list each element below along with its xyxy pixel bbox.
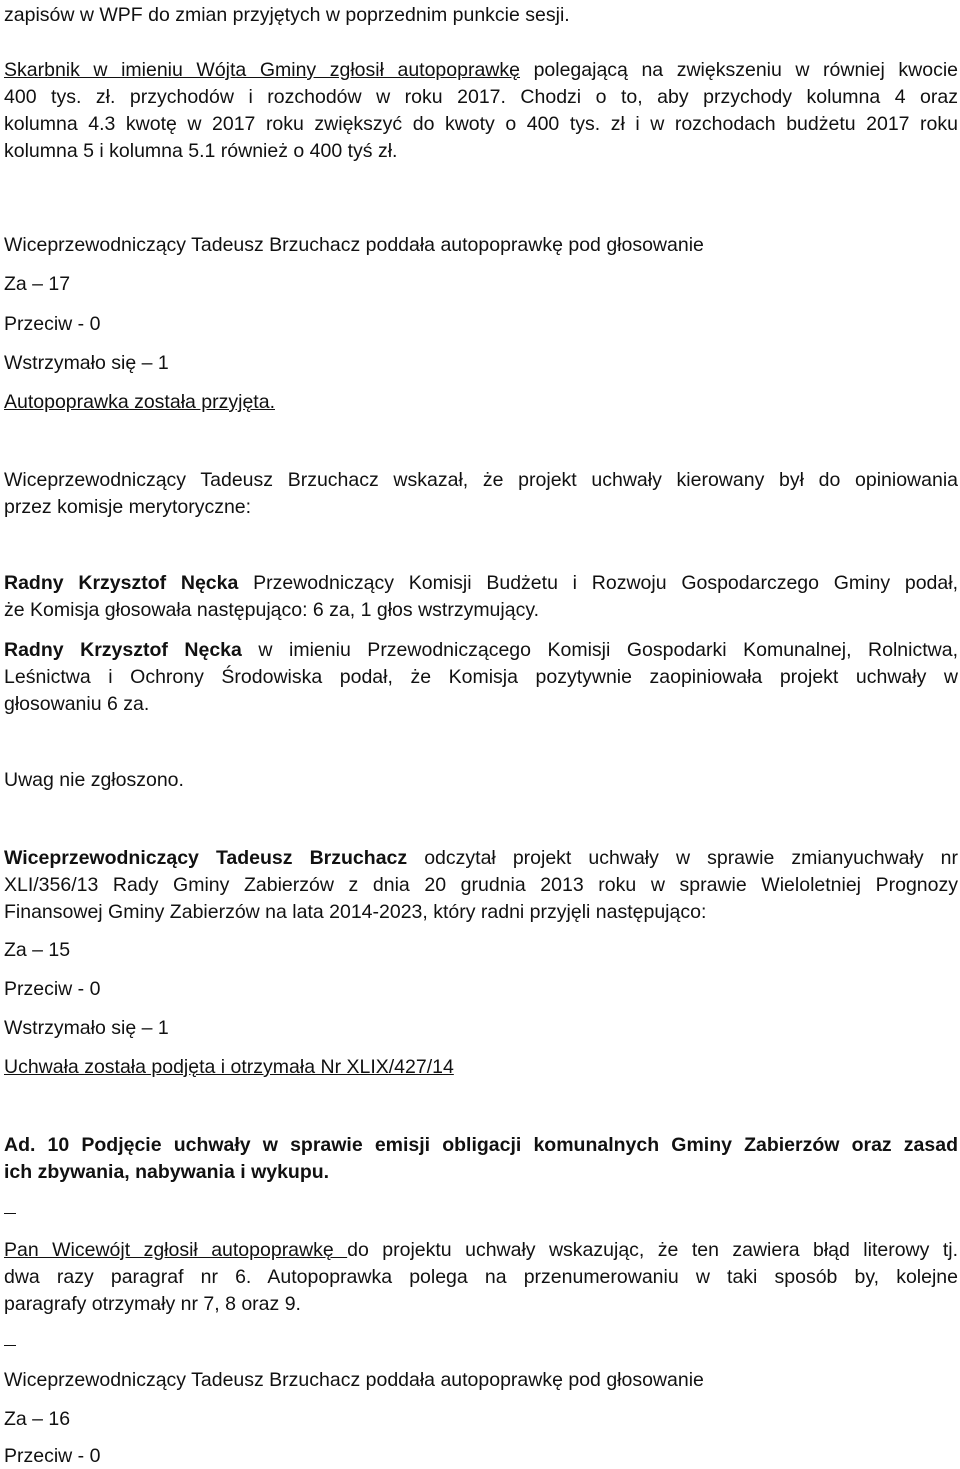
budget-commission-line-1: Radny Krzysztof Nęcka Przewodniczący Komisji Budżetu i Rozwoju Gospodarczego Gminy podał, (4, 572, 958, 594)
vote-against: Przeciw - 0 (4, 1445, 101, 1467)
separator-dash (4, 1345, 16, 1346)
vote-against: Przeciw - 0 (4, 313, 101, 335)
vote-intro: Wiceprzewodniczący Tadeusz Brzuchacz poddała autopoprawkę pod głosowanie (4, 1369, 704, 1391)
vote-abstain: Wstrzymało się – 1 (4, 352, 169, 374)
deputy-chairman-name: Wiceprzewodniczący Tadeusz Brzuchacz (4, 847, 408, 869)
budget-commission-line-2: że Komisja głosowała następująco: 6 za, 1 głos wstrzymujący. (4, 599, 540, 621)
amendment2-paragraph-line-3: paragrafy otrzymały nr 7, 8 oraz 9. (4, 1293, 301, 1315)
resolution-paragraph-line-3: Finansowej Gminy Zabierzów na lata 2014-2023, który radni przyjęli następująco: (4, 901, 707, 923)
vote-result: Uchwała została podjęta i otrzymała Nr XLIX/427/14 (4, 1056, 454, 1078)
amendment-paragraph-line-1: Skarbnik w imieniu Wójta Gminy zgłosił autopoprawkę polegającą na zwiększeniu w równiej kwocie (4, 59, 958, 81)
vote-for: Za – 15 (4, 939, 71, 961)
vote-against: Przeciw - 0 (4, 978, 101, 1000)
paragraph-previous-line: zapisów w WPF do zmian przyjętych w poprzednim punkcie sesji. (4, 4, 570, 26)
amendment2-paragraph-line-2: dwa razy paragraf nr 6. Autopoprawka polega na przenumerowaniu w taki sposób by, kolejne (4, 1266, 958, 1288)
vote-for: Za – 16 (4, 1408, 71, 1430)
amendment-paragraph-line-4: kolumna 5 i kolumna 5.1 również o 400 tyś zł. (4, 140, 398, 162)
vote-intro: Wiceprzewodniczący Tadeusz Brzuchacz poddała autopoprawkę pod głosowanie (4, 234, 704, 256)
councillor-name: Radny Krzysztof Nęcka (4, 572, 239, 594)
amendment-paragraph-line-2: 400 tys. zł. przychodów i rozchodów w roku 2017. Chodzi o to, aby przychody kolumna 4 oraz (4, 86, 958, 108)
vote-result: Autopoprawka została przyjęta. (4, 391, 275, 413)
councillor-name: Radny Krzysztof Nęcka (4, 639, 242, 661)
agenda-item-heading-line-2: ich zbywania, nabywania i wykupu. (4, 1161, 330, 1183)
agenda-item-heading-line-1: Ad. 10 Podjęcie uchwały w sprawie emisji obligacji komunalnych Gminy Zabierzów oraz zasad (4, 1134, 958, 1156)
amendment-announcer-link: Skarbnik w imieniu Wójta Gminy zgłosił autopoprawkę (4, 59, 520, 81)
vote-for: Za – 17 (4, 273, 71, 295)
vote-abstain: Wstrzymało się – 1 (4, 1017, 169, 1039)
commissions-paragraph-line-1: Wiceprzewodniczący Tadeusz Brzuchacz wskazał, że projekt uchwały kierowany był do opiniowania (4, 469, 958, 491)
economy-commission-line-2: Leśnictwa i Ochrony Środowiska podał, że Komisja pozytywnie zaopiniowała projekt uchwały w (4, 666, 958, 688)
no-remarks: Uwag nie zgłoszono. (4, 769, 184, 791)
economy-commission-line-3: głosowaniu 6 za. (4, 693, 150, 715)
amendment2-paragraph-line-1: Pan Wicewójt zgłosił autopoprawkę do projektu uchwały wskazując, że ten zawiera błąd literowy tj. (4, 1239, 958, 1261)
amendment-announcer-link: Pan Wicewójt zgłosił autopoprawkę (4, 1239, 348, 1261)
resolution-paragraph-line-1: Wiceprzewodniczący Tadeusz Brzuchacz odczytał projekt uchwały w sprawie zmianyuchwały nr (4, 847, 958, 869)
commissions-paragraph-line-2: przez komisje merytoryczne: (4, 496, 252, 518)
economy-commission-line-1: Radny Krzysztof Nęcka w imieniu Przewodniczącego Komisji Gospodarki Komunalnej, Rolnictwa, (4, 639, 958, 661)
separator-dash (4, 1213, 16, 1214)
amendment-paragraph-line-3: kolumna 4.3 kwotę w 2017 roku zwiększyć do kwoty o 400 tys. zł i w rozchodach budżetu 2017 roku (4, 113, 958, 135)
resolution-paragraph-line-2: XLI/356/13 Rady Gminy Zabierzów z dnia 20 grudnia 2013 roku w sprawie Wieloletniej Prognozy (4, 874, 958, 896)
